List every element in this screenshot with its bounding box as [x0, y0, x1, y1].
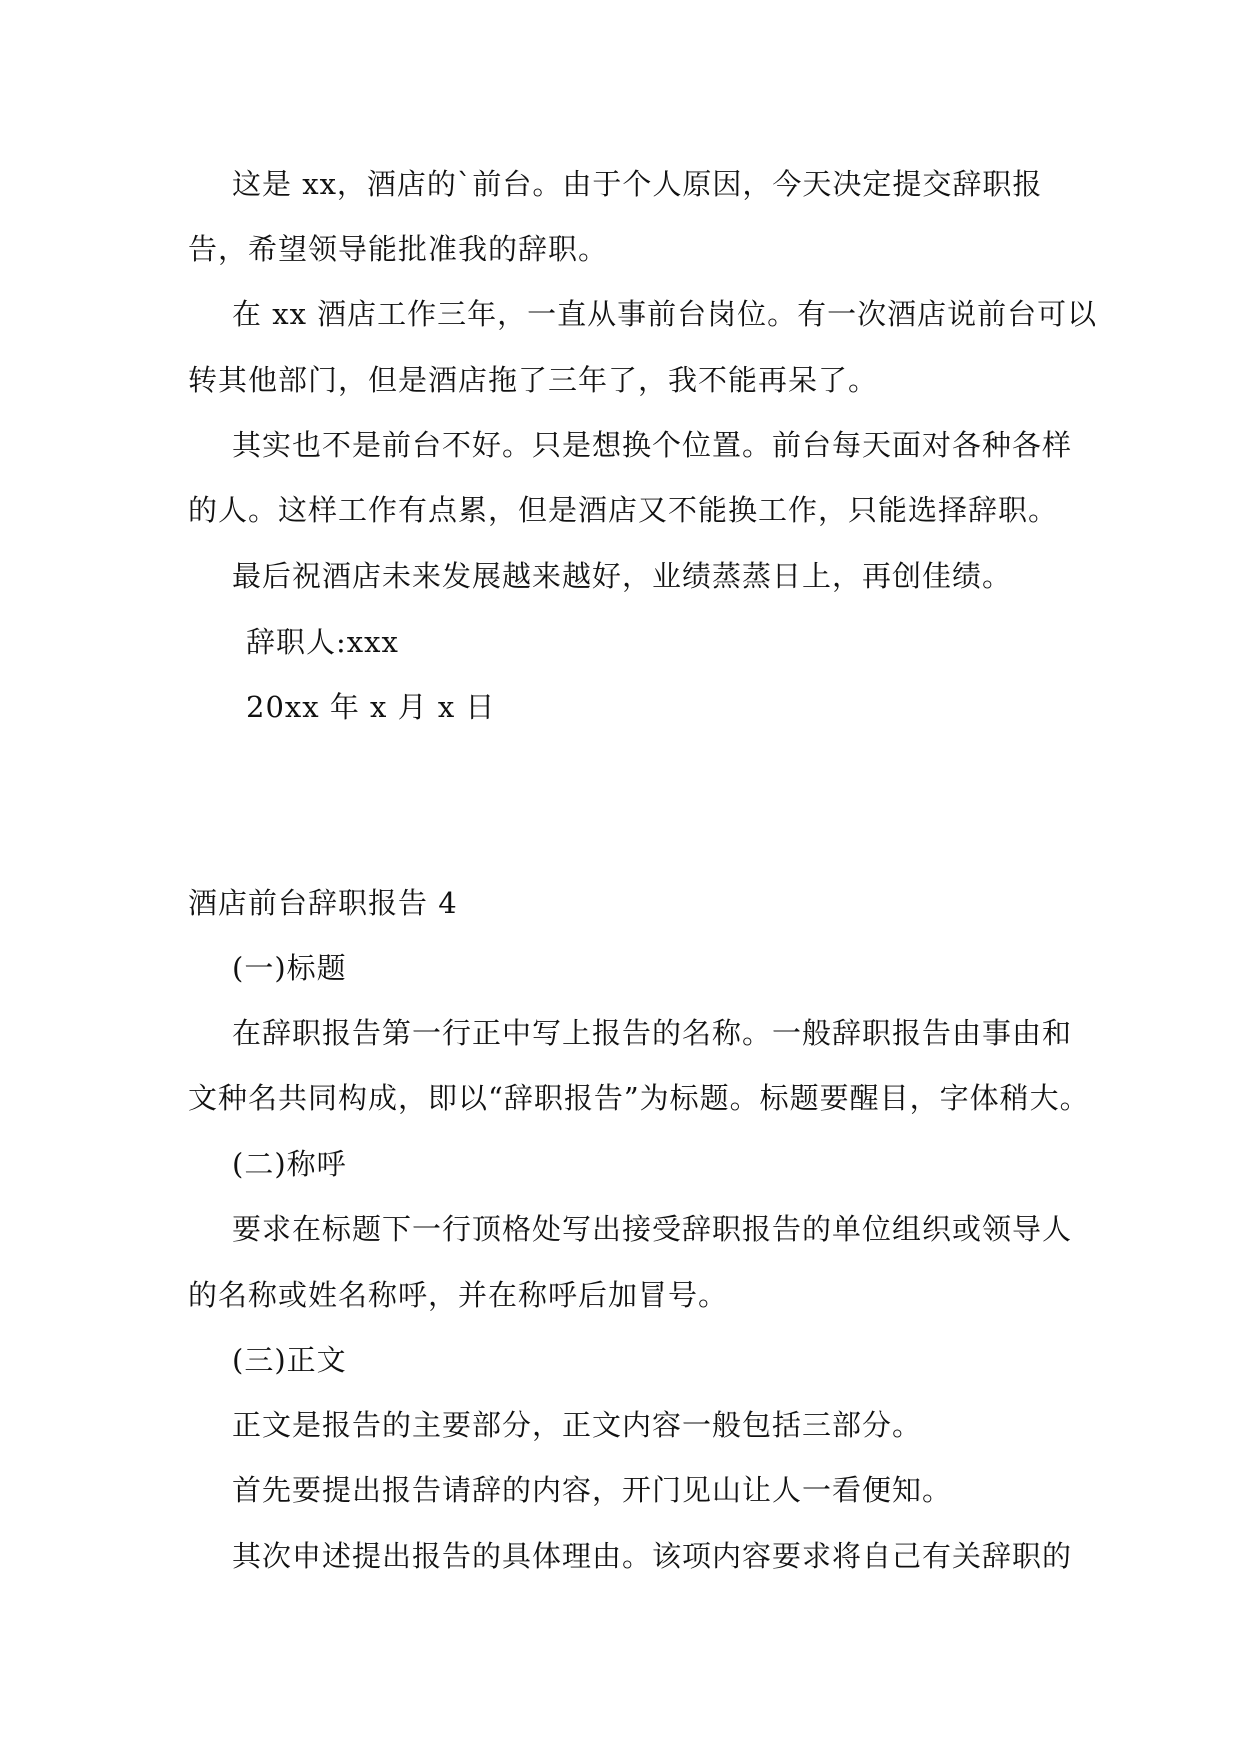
paragraph-line: 的人。这样工作有点累，但是酒店又不能换工作，只能选择辞职。 [188, 493, 1059, 527]
paragraph-line: 告，希望领导能批准我的辞职。 [188, 232, 609, 266]
signature-line: 辞职人:xxx [246, 625, 399, 659]
paragraph-line: 要求在标题下一行顶格处写出接受辞职报告的单位组织或领导人 [232, 1212, 1073, 1246]
paragraph-line: 的名称或姓名称呼，并在称呼后加冒号。 [188, 1278, 729, 1312]
paragraph-line: 这是 xx，酒店的`前台。由于个人原因，今天决定提交辞职报 [232, 167, 1043, 201]
paragraph-line: 在辞职报告第一行正中写上报告的名称。一般辞职报告由事由和 [232, 1016, 1073, 1050]
paragraph-line: 其次申述提出报告的具体理由。该项内容要求将自己有关辞职的 [232, 1539, 1073, 1573]
date-line: 20xx 年 x 月 x 日 [246, 690, 496, 724]
paragraph-line: 正文是报告的主要部分，正文内容一般包括三部分。 [232, 1408, 923, 1442]
subheading: (二)称呼 [232, 1147, 347, 1181]
paragraph-line: 最后祝酒店未来发展越来越好，业绩蒸蒸日上，再创佳绩。 [232, 559, 1013, 593]
paragraph-line: 转其他部门，但是酒店拖了三年了，我不能再呆了。 [188, 363, 879, 397]
paragraph-line: 首先要提出报告请辞的内容，开门见山让人一看便知。 [232, 1473, 953, 1507]
paragraph-line: 在 xx 酒店工作三年，一直从事前台岗位。有一次酒店说前台可以 [232, 297, 1098, 331]
paragraph-line: 其实也不是前台不好。只是想换个位置。前台每天面对各种各样 [232, 428, 1073, 462]
section-title: 酒店前台辞职报告 4 [188, 886, 458, 920]
subheading: (一)标题 [232, 951, 347, 985]
subheading: (三)正文 [232, 1343, 347, 1377]
paragraph-line: 文种名共同构成，即以“辞职报告”为标题。标题要醒目，字体稍大。 [188, 1081, 1090, 1115]
